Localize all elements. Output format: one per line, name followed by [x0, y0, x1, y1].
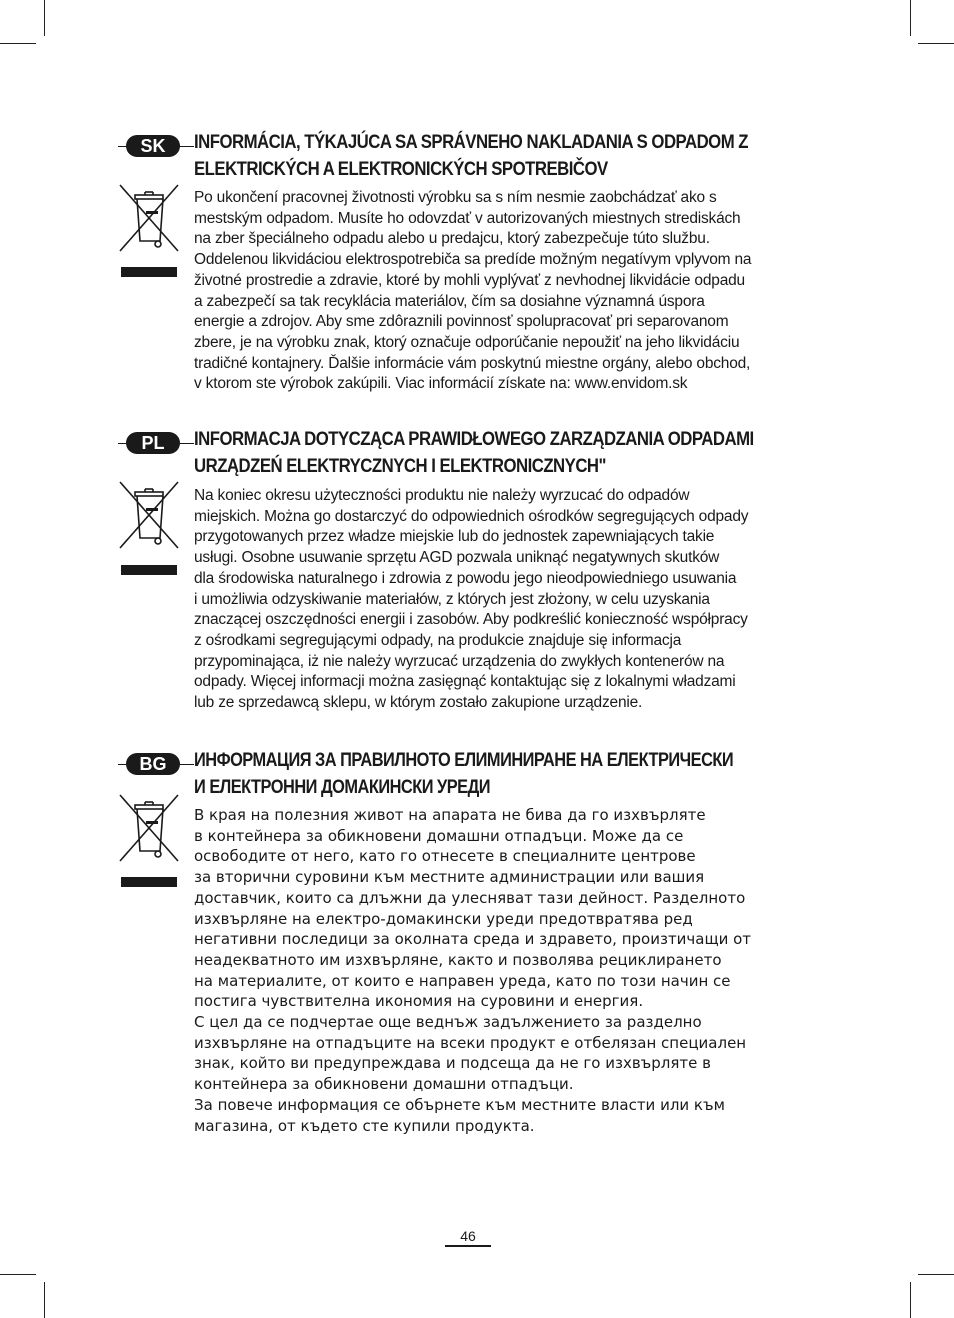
body-line: dla środowiska naturalnego i zdrowia z powodu jego nieodpowiedniego usuwania: [194, 569, 737, 587]
body-line: контейнера за обикновени домашни отпадъци.: [194, 1075, 574, 1094]
body-line: изхвърляне на електро-домакински уреди предотвратява ред: [194, 909, 693, 928]
body-line: energie a zdrojov. Aby sme zdôraznili povinnosť spolupracovať pri separovanom: [194, 313, 729, 331]
heading-line: ELEKTRICKÝCH A ELEKTRONICKÝCH SPOTREBIČOV: [194, 158, 608, 180]
body-line: Po ukončení pracovnej životnosti výrobku sa s ním nesmie zaobchádzať ako s: [194, 189, 717, 206]
body-line: неадекватното им изхвърляне, както и позволява рециклирането: [194, 950, 722, 969]
body-line: доставчик, които са длъжни да улесняват тази дейност. Разделното: [194, 888, 746, 907]
body-line: przypominająca, iż nie należy wyrzucać urządzenia do zwykłych kontenerów na: [194, 652, 725, 670]
body-line: usługi. Osobne usuwanie sprzętu AGD pozwala uniknąć negatywnych skutków: [194, 549, 720, 567]
black-bar: [121, 267, 177, 277]
crossed-out-wheelie-bin-icon: [118, 793, 180, 863]
crop-mark: [918, 1274, 954, 1275]
body-line: mestským odpadom. Musíte ho odovzdať v autorizovaných miestnych strediskách: [194, 209, 741, 227]
body-line: odpady. Więcej informacji można zasięgnąć kontaktując się z lokalnymi władzami: [194, 673, 736, 691]
heading-line: ИНФОРМАЦИЯ ЗА ПРАВИЛНОТО ЕЛИМИНИРАНЕ НА ЕЛЕКТРИЧЕСКИ: [194, 749, 734, 771]
body-line: изхвърляне на отпадъците на всеки продукт е отбелязан специален: [194, 1033, 747, 1052]
body-line: В края на полезния живот на апарата не бива да го изхвърляте: [194, 806, 706, 824]
body-line: магазина, от където сте купили продукта.: [194, 1116, 535, 1135]
body-line: zbere, je na výrobku znak, ktorý označuje odporúčanie nepoužiť na jeho likvidáciu: [194, 333, 740, 351]
crossed-out-wheelie-bin-icon: [118, 480, 180, 550]
crop-mark: [910, 1282, 911, 1318]
language-badge: SK: [126, 135, 180, 157]
language-badge: BG: [126, 753, 180, 775]
section-heading: [194, 129, 749, 183]
crop-mark: [0, 1274, 36, 1275]
body-line: постига чувствителна икономия на суровини и енергия.: [194, 992, 644, 1011]
body-line: в контейнера за обикновени домашни отпадъци. Може да се: [194, 826, 684, 845]
body-line: за вторични суровини към местните администрации или вашия: [194, 868, 705, 887]
black-bar: [121, 877, 177, 887]
crop-mark: [910, 0, 911, 36]
body-line: негативни последици за околната среда и здравето, произтичащи от: [194, 930, 752, 949]
body-line: За повече информация се обърнете към местните власти или към: [194, 1095, 725, 1114]
body-line: životné prostredie a zdravie, ktoré by mohli vyplývať z nevhodnej likvidácie odpadu: [194, 271, 745, 289]
body-line: Na koniec okresu użyteczności produktu nie należy wyrzucać do odpadów: [194, 487, 690, 504]
body-line: tradičné kontajnery. Ďalšie informácie vám poskytnú miestne orgány, alebo obchod,: [194, 354, 751, 372]
heading-line: URZĄDZEŃ ELEKTRYCZNYCH I ELEKTRONICZNYCH": [194, 455, 606, 477]
crossed-out-wheelie-bin-icon: [118, 183, 180, 253]
section-heading: [194, 747, 732, 801]
crop-mark: [44, 1282, 45, 1318]
crop-mark: [918, 43, 954, 44]
body-line: на материалите, от които е направен уреда, като по този начин се: [194, 971, 731, 990]
section-body: [194, 188, 834, 395]
body-line: знак, който ви предупреждава и подсеща да не го изхвърляте в: [194, 1054, 711, 1073]
body-line: i umożliwia odzyskiwanie materiałów, z których jest złożony, w celu uzyskania: [194, 590, 710, 608]
section-heading: [194, 426, 754, 480]
language-badge: PL: [126, 432, 180, 454]
body-line: przygotowanych przez władze miejskie lub do jednostek zapewniających takie: [194, 528, 715, 546]
body-line: С цел да се подчертае още веднъж задължението за разделно: [194, 1013, 702, 1032]
body-line: na zber špeciálneho odpadu alebo u predajcu, ktorý zabezpečuje túto službu.: [194, 230, 710, 248]
body-line: miejskich. Można go dostarczyć do odpowiednich ośrodków segregujących odpady: [194, 507, 749, 525]
section-body: [194, 805, 834, 1136]
heading-line: INFORMACJA DOTYCZĄCA PRAWIDŁOWEGO ZARZĄDZANIA ODPADAMI: [194, 428, 754, 450]
page-number: 46: [445, 1227, 491, 1247]
black-bar: [121, 565, 177, 575]
body-line: Oddelenou likvidáciou elektrospotrebiča sa predíde možným negatívym vplyvom na: [194, 251, 752, 269]
heading-line: И ЕЛЕКТРОННИ ДОМАКИНСКИ УРЕДИ: [194, 776, 491, 798]
body-line: v ktorom ste výrobok zakúpili. Viac informácií získate na: www.envidom.sk: [194, 375, 688, 393]
heading-line: INFORMÁCIA, TÝKAJÚCA SA SPRÁVNEHO NAKLADANIA S ODPADOM Z: [194, 131, 749, 153]
body-line: lub ze sprzedawcą sklepu, w którym zostało zakupione urządzenie.: [194, 694, 643, 712]
crop-mark: [44, 0, 45, 36]
body-line: a zabezpečí sa tak recyklácia materiálov, čím sa dosiahne významná úspora: [194, 292, 705, 310]
crop-mark: [0, 43, 36, 44]
body-line: z ośrodkami segregującymi odpady, na produkcie znajduje się informacja: [194, 631, 682, 649]
section-body: [194, 486, 834, 714]
body-line: znaczącej oszczędności energii i zasobów. Aby podkreślić konieczność współpracy: [194, 611, 748, 629]
body-line: освободите от него, като го отнесете в специалните центрове: [194, 847, 696, 866]
